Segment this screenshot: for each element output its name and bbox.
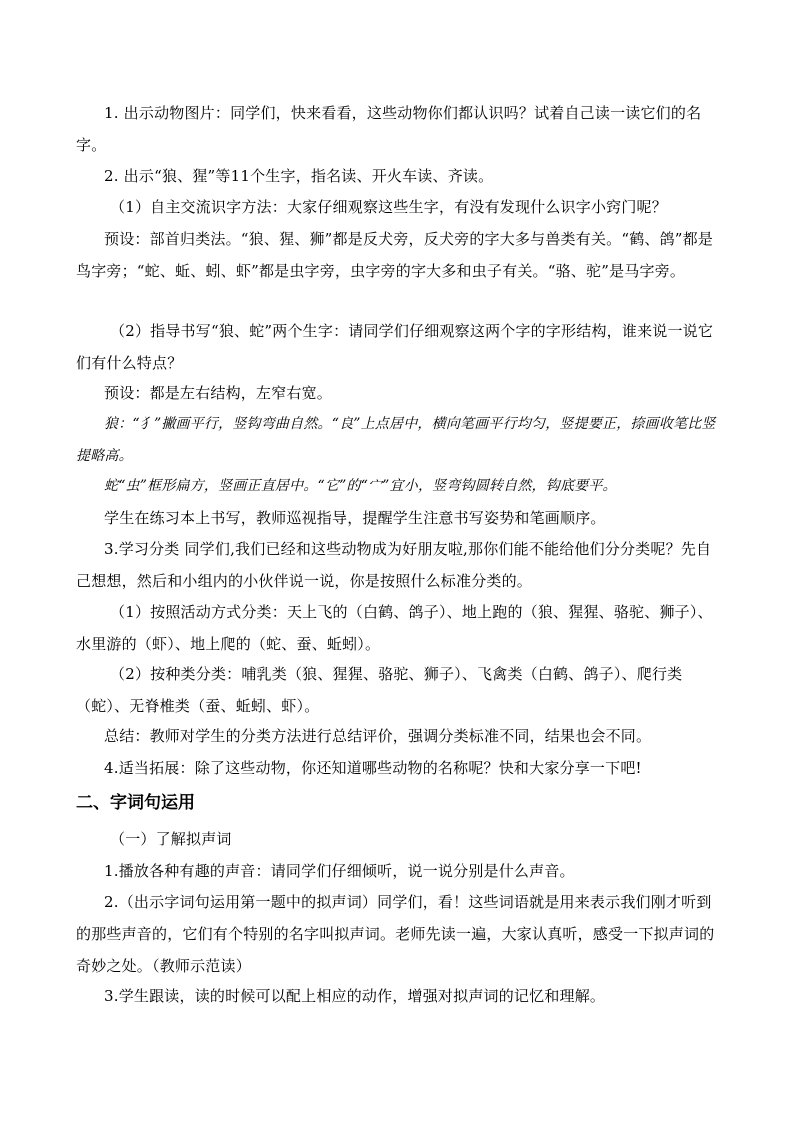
paragraph-play-sounds: 1.播放各种有趣的声音：请同学们仔细倾听，说一说分别是什么声音。 — [104, 862, 575, 880]
paragraph-preset-structure: 预设：都是左右结构，左窄右宽。 — [104, 384, 333, 402]
paragraph-snake-writing: 蛇“虫”框形扁方，竖画正直居中。“它”的“宀”宜小，竖弯钩圆转自然，钩底要平。 — [104, 478, 617, 494]
paragraph-show-characters: 2. 出示“狼、猩”等11个生字，指名读、开火车读、齐读。 — [104, 167, 494, 185]
paragraph-show-onomatopoeia: 2.（出示字词句运用第一题中的拟声词）同学们，看！这些词语就是用来表示我们刚才听到的那些声音的，它们有个特别的名字叫拟声词。老师先读一遍，大家认真听，感受一下拟声词的奇妙之处。（教师示范读） — [76, 893, 715, 975]
paragraph-writing-guidance: （2）指导书写“狼、蛇”两个生字：请同学们仔细观察这两个字的字形结构，谁来说一说它们有什么特点？ — [76, 322, 714, 372]
paragraph-activity-classify: （1）按照活动方式分类：天上飞的（白鹤、鸽子）、地上跑的（狼、猩猩、骆驼、狮子）、水里游的（虾）、地上爬的（蛇、蚕、蚯蚓）。 — [76, 603, 713, 653]
paragraph-onomatopoeia-title: （一）了解拟声词 — [110, 830, 232, 848]
paragraph-classification: 3.学习分类 同学们,我们已经和这些动物成为好朋友啦,那你们能不能给他们分分类呢？先自己想想，然后和小组内的小伙伴说一说，你是按照什么标准分类的。 — [76, 540, 712, 590]
paragraph-recognize-animals: 1. 出示动物图片：同学们，快来看看，这些动物你们都认识吗？试着自己读一读它们的名字。 — [76, 104, 702, 154]
paragraph-species-classify: （2）按种类分类：哺乳类（狼、猩猩、骆驼、狮子）、飞禽类（白鹤、鸽子）、爬行类（蛇）、无脊椎类（蚕、蚯蚓、虾）。 — [76, 665, 683, 715]
paragraph-students-read: 3.学生跟读，读的时候可以配上相应的动作，增强对拟声词的记忆和理解。 — [104, 987, 606, 1005]
paragraph-extension: 4.适当拓展：除了这些动物，你还知道哪些动物的名称呢？快和大家分享一下吧! — [104, 759, 642, 777]
section-heading: 二、字词句运用 — [76, 793, 195, 813]
paragraph-literacy-method: （1）自主交流识字方法：大家仔细观察这些生字，有没有发现什么识字小窍门呢？ — [110, 198, 667, 216]
paragraph-summary: 总结：教师对学生的分类方法进行总结评价，强调分类标准不同，结果也会不同。 — [104, 727, 652, 745]
paragraph-wolf-writing: 狼：“犭”撇画平行，竖钩弯曲自然。“良”上点居中，横向笔画平行均匀，竖提要正，捺画收笔比竖提略高。 — [76, 416, 716, 464]
paragraph-student-practice: 学生在练习本上书写，教师巡视指导，提醒学生注意书写姿势和笔画顺序。 — [104, 509, 606, 527]
paragraph-preset-radicals: 预设：部首归类法。“狼、猩、狮”都是反犬旁，反犬旁的字大多与兽类有关。“鹤、鸽”都是鸟字旁；“蛇、蚯、蚓、虾”都是虫字旁，虫字旁的字大多和虫子有关。“骆、驼”是马字旁。 — [76, 230, 714, 280]
